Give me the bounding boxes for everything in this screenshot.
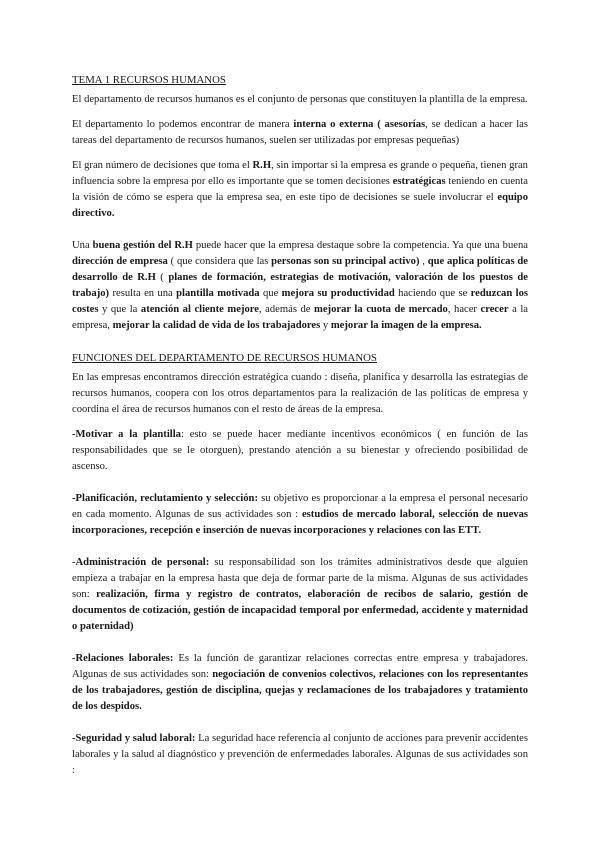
text-run: personas son su principal activo) — [271, 256, 420, 267]
paragraph-motivation — [72, 427, 528, 475]
text-run: crecer — [480, 304, 509, 315]
paragraph-strategic-direction: En las empresas encontramos dirección estratégica cuando : diseña, planifica y desarrolla las estrategias de recursos humanos, coopera con los otros departamentos para la realización de las políticas de empresa y coordina el área de recursos humanos con el resto de áreas de la empresa. — [72, 372, 528, 415]
page-title: TEMA 1 RECURSOS HUMANOS — [72, 74, 226, 86]
text-run: reduzcan los costes — [72, 288, 528, 315]
text-run: dirección de empresa — [72, 256, 168, 267]
text-run: -Motivar a la plantilla — [72, 429, 181, 440]
text-run: -Planificación, reclutamiento y selección: — [72, 493, 258, 504]
text-run: -Seguridad y salud laboral: — [72, 733, 196, 744]
text-run: puede hacer que la empresa destaque sobre la competencia. Ya que una buena — [192, 240, 528, 251]
text-run: mejora su productividad — [281, 288, 395, 299]
text-run: : esto se puede hacer mediante incentivos económicos ( en función de las responsabilidades que se le otorguen), prestando atención a su bienestar y ofreciendo posibilidad de ascenso. — [72, 429, 529, 472]
text-run: El gran número de decisiones que toma el — [72, 160, 253, 171]
text-run: mejorar la cuota de mercado — [314, 304, 448, 315]
section-heading-functions: FUNCIONES DEL DEPARTAMENTO DE RECURSOS HUMANOS — [72, 352, 377, 364]
text-run: que — [259, 288, 282, 299]
text-run: planes de formación, estrategias de motivación, valoración de los puestos de trabajo) — [72, 272, 528, 299]
text-run: buena gestión del R.H — [92, 240, 193, 251]
text-run: ( — [155, 272, 169, 283]
text-run: su responsabilidad son los trámites administrativos desde que alguien empieza a trabajar en la empresa hasta que deja de formar parte de la misma. Algunas de sus actividades son: — [72, 557, 528, 600]
text-run: , además de — [258, 304, 315, 315]
text-run: plantilla motivada — [176, 288, 260, 299]
text-run: teniendo en cuenta la visión de cómo se espera que la empresa sea, en este tipo de decisiones se suele involucrar el — [72, 176, 528, 203]
text-run: El departamento lo podemos encontrar de manera — [72, 119, 294, 130]
text-run: haciendo que se — [394, 288, 471, 299]
text-run: que aplica políticas de desarrollo de R.H — [72, 256, 528, 283]
text-run: , — [419, 256, 428, 267]
paragraph-decisions — [72, 158, 528, 222]
text-run: , sin importar si la empresa es grande o pequeña, tienen gran influencia sobre la empresa por ello es importante que se tomen decisiones — [72, 160, 528, 187]
text-run: interna o externa ( asesorías — [293, 119, 426, 130]
text-run: estudios de mercado laboral, selección de nuevas incorporaciones, recepción e inserción de nuevas incorporaciones y relaciones con las ETT. — [72, 509, 529, 536]
text-run: mejorar la imagen de la empresa. — [330, 320, 482, 331]
text-run: mejorar la calidad de vida de los trabajadores — [112, 320, 321, 331]
text-run: negociación de convenios colectivos, relaciones con los representantes de los trabajadores, gestión de disciplina, quejas y reclamaciones de los trabajadores y tratamiento de los despidos. — [72, 669, 529, 712]
text-run: Es la función de garantizar relaciones correctas entre empresa y trabajadores. Algunas de sus actividades son: — [72, 653, 528, 680]
text-run: , se dedican a hacer las tareas del departamento de recursos humanos, suelen ser utilizadas por empresas pequeñas) — [72, 119, 528, 146]
text-run: resulta en una — [109, 288, 177, 299]
text-run: su objetivo es proporcionar a la empresa el personal necesario en cada momento. Algunas de sus actividades son : — [72, 493, 528, 520]
paragraph-planning — [72, 491, 528, 539]
text-run: a la empresa, — [72, 304, 528, 331]
paragraph-management — [72, 238, 528, 334]
text-run: R.H — [252, 160, 272, 171]
text-run: ( que considera que las — [167, 256, 272, 267]
text-run: , hacer — [447, 304, 481, 315]
text-run: -Relaciones laborales: — [72, 653, 174, 664]
text-run: realización, firma y registro de contratos, elaboración de recibos de salario, gestión de documentos de cotización, gestión de incapacidad temporal por enfermedad, accidente y maternidad o paternidad) — [72, 589, 528, 632]
text-run: Una — [72, 240, 93, 251]
text-run: y — [320, 320, 331, 331]
paragraph-location — [72, 117, 528, 149]
paragraph-labor-relations — [72, 651, 528, 715]
text-run: atención al cliente mejore — [140, 304, 259, 315]
paragraph-administration — [72, 555, 528, 635]
text-run: -Administración de personal: — [72, 557, 210, 568]
text-run: La seguridad hace referencia al conjunto de acciones para prevenir accidentes laborales y la salud al diagnóstico y prevención de enfermedades laborales. Algunas de sus actividades son : — [72, 733, 528, 776]
paragraph-safety-health — [72, 731, 528, 779]
text-run: y que la — [98, 304, 141, 315]
text-run: equipo directivo. — [72, 192, 528, 219]
text-run: estratégicas — [392, 176, 446, 187]
paragraph-definition: El departamento de recursos humanos es el conjunto de personas que constituyen la plantilla de la empresa. — [72, 94, 528, 105]
